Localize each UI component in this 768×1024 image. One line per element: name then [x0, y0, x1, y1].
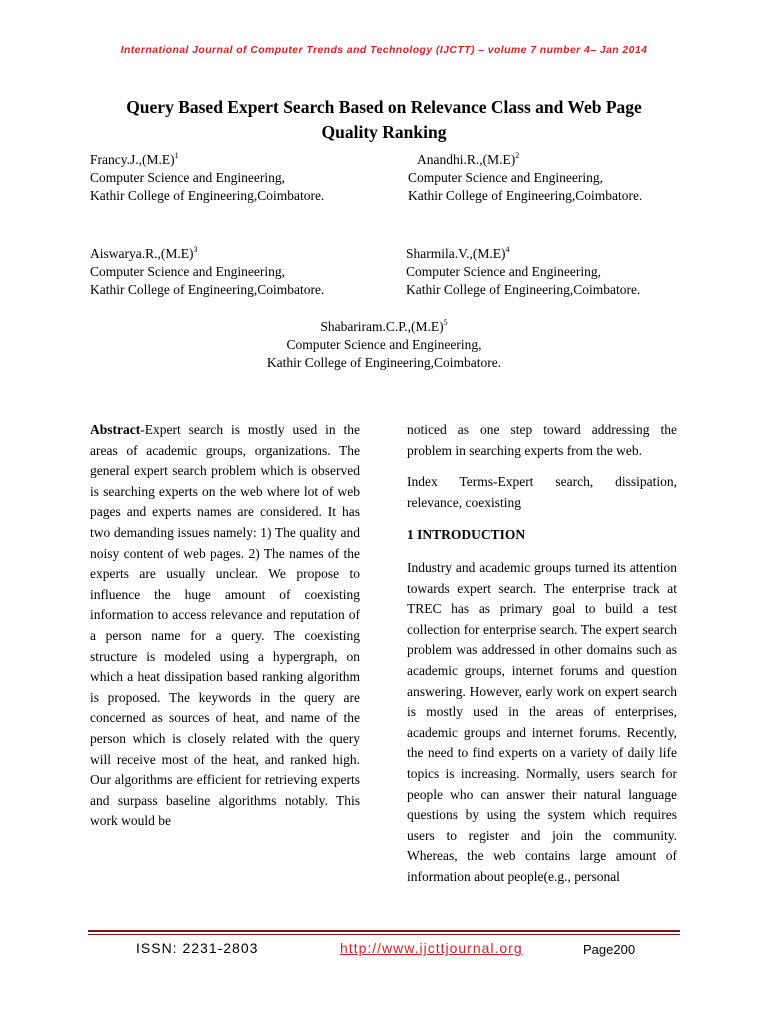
footer-rule-thin [88, 934, 680, 935]
section-heading-introduction: 1 INTRODUCTION [407, 527, 526, 543]
footer-rule [88, 930, 680, 932]
abstract-label: Abstract [90, 422, 141, 437]
author-college: Kathir College of Engineering,Coimbatore. [90, 188, 325, 203]
footer-url-link[interactable]: http://www.ijcttjournal.org [340, 940, 523, 956]
author-1 [90, 151, 324, 205]
journal-header: International Journal of Computer Trends and Technology (IJCTT) – volume 7 number 4– Jan 2014 [120, 44, 648, 56]
author-4 [406, 245, 640, 299]
author-number: 1 [174, 151, 179, 160]
index-terms: Index Terms-Expert search, dissipation, relevance, coexisting [407, 474, 677, 510]
author-dept: Computer Science and Engineering, [408, 170, 603, 185]
author-college: Kathir College of Engineering,Coimbatore. [266, 355, 502, 370]
author-5 [0, 318, 768, 372]
author-dept: Computer Science and Engineering, [90, 264, 285, 279]
footer-page-number: Page200 [583, 942, 636, 957]
footer-issn: ISSN: 2231-2803 [136, 940, 259, 956]
author-dept: Computer Science and Engineering, [406, 264, 601, 279]
author-name: Sharmila.V.,(M.E) [406, 246, 506, 261]
author-number: 2 [515, 151, 520, 160]
author-number: 5 [443, 318, 448, 327]
author-name: Aiswarya.R.,(M.E) [90, 246, 194, 261]
abstract-continuation: noticed as one step toward addressing the problem in searching experts from the web. [407, 422, 677, 458]
right-column [407, 420, 677, 887]
author-4-name-line [406, 245, 640, 263]
author-name: Shabariram.C.P.,(M.E) [320, 319, 444, 334]
author-number: 4 [505, 245, 510, 254]
author-college: Kathir College of Engineering,Coimbatore. [406, 282, 641, 297]
author-name: Francy.J.,(M.E) [90, 152, 175, 167]
author-college: Kathir College of Engineering,Coimbatore. [90, 282, 325, 297]
author-name: Anandhi.R.,(M.E) [417, 152, 516, 167]
title-line-2: Quality Ranking [321, 122, 447, 142]
author-3 [90, 245, 324, 299]
author-3-name-line [90, 245, 324, 263]
paper-title [60, 95, 708, 145]
introduction-text: Industry and academic groups turned its attention towards expert search. The enterprise track at TREC has as primary goal to build a test collection for enterprise search. The expert search problem was addressed in other domains such as academic groups, internet forums and question answering. However, early work on expert search is mostly used in the areas of enterprises, academic groups and internet forums. Recently, the need to find experts on a variety of daily life topics is increasing. Normally, users search for people who can answer their natural language questions by using the system which requires users to register and join the community. Whereas, the web contains large amount of information about people(e.g., personal [407, 559, 677, 884]
author-college: Kathir College of Engineering,Coimbatore. [408, 188, 643, 203]
author-2 [408, 151, 642, 205]
abstract-text: -Expert search is mostly used in the areas of academic groups, organizations. The general expert search problem which is observed is searching experts on the web where lot of web pages and experts names are considered. It has two demanding issues namely: 1) The quality and noisy content of web pages. 2) The names of the experts are usually unclear. We propose to influence the huge amount of coexisting information to access relevance and reputation of a person name for a query. The coexisting structure is modeled using a hypergraph, on which a heat dissipation based ranking algorithm is proposed. The keywords in the query are concerned as sources of heat, and name of the person which is closely related with the query will receive most of the heat, and ranked high. Our algorithms are efficient for retrieving experts and surpass baseline algorithms notably. This work would be [90, 422, 360, 829]
author-1-name-line [90, 151, 324, 169]
author-2-name-line [408, 151, 642, 169]
title-line-1: Query Based Expert Search Based on Relevance Class and Web Page [126, 97, 642, 117]
left-column [90, 420, 360, 832]
abstract [90, 420, 360, 832]
author-5-name-line [0, 318, 768, 336]
author-number: 3 [193, 245, 198, 254]
author-dept: Computer Science and Engineering, [286, 337, 482, 352]
author-dept: Computer Science and Engineering, [90, 170, 285, 185]
